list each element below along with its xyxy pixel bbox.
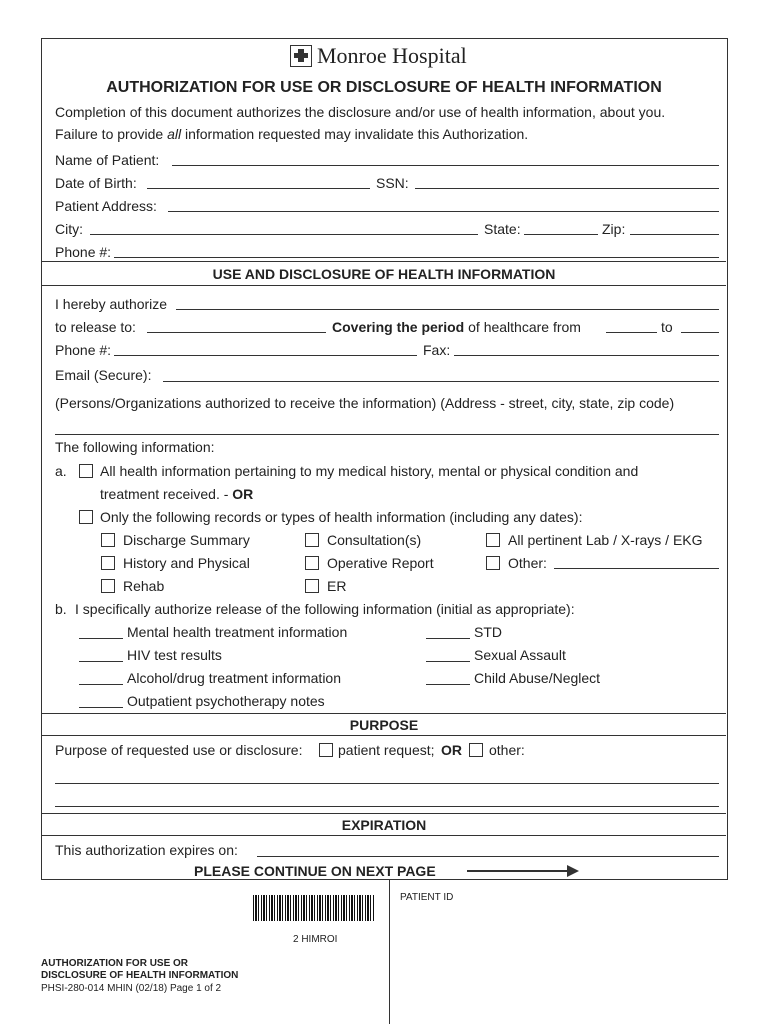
arrow-right-icon — [467, 865, 579, 877]
child-abuse-initial-field[interactable] — [426, 684, 470, 685]
release-to-label: to release to: — [55, 319, 136, 335]
intro-text-end: information requested may invalidate this Authorization. — [181, 126, 529, 142]
treatment-text: treatment received. - — [100, 486, 233, 502]
form-title: AUTHORIZATION FOR USE OR DISCLOSURE OF HEALTH INFORMATION — [106, 79, 662, 96]
expires-label: This authorization expires on: — [55, 842, 238, 858]
rehab-checkbox[interactable] — [101, 579, 115, 593]
dob-field[interactable] — [147, 188, 370, 189]
intro-text: Failure to provide — [55, 126, 168, 142]
patient-phone-field[interactable] — [114, 257, 719, 258]
item-b-text: I specifically authorize release of the following information (initial as appropriate): — [75, 601, 575, 617]
all-info-checkbox[interactable] — [79, 464, 93, 478]
covering-period-text — [332, 319, 581, 335]
barcode — [253, 895, 375, 921]
divider — [42, 285, 726, 286]
rehab-label: Rehab — [123, 578, 165, 594]
mental-health-initial-field[interactable] — [79, 638, 123, 639]
following-info-label: The following information: — [55, 439, 215, 455]
psychotherapy-initial-field[interactable] — [79, 707, 123, 708]
other-records-field[interactable] — [554, 568, 719, 569]
continue-next-page: PLEASE CONTINUE ON NEXT PAGE — [194, 863, 436, 879]
lab-xray-ekg-label: All pertinent Lab / X-rays / EKG — [508, 532, 703, 548]
intro-line-2 — [55, 126, 528, 142]
operative-report-label: Operative Report — [327, 555, 434, 571]
state-label: State: — [484, 221, 521, 237]
intro-line-1: Completion of this document authorizes the disclosure and/or use of health information, about you. — [55, 104, 666, 120]
other-records-label: Other: — [508, 555, 547, 571]
all-info-text: All health information pertaining to my medical history, mental or physical condition and — [100, 463, 639, 479]
item-a-label: a. — [55, 463, 67, 479]
only-following-text: Only the following records or types of health information (including any dates): — [100, 509, 583, 525]
alcohol-drug-initial-field[interactable] — [79, 684, 123, 685]
other-records-checkbox[interactable] — [486, 556, 500, 570]
divider — [42, 735, 726, 736]
recipient-address-field[interactable] — [55, 434, 719, 435]
purpose-other-label: other: — [489, 742, 525, 758]
period-to-label: to — [661, 319, 673, 335]
persons-note: (Persons/Organizations authorized to receive the information) (Address - street, city, state, zip code) — [55, 395, 675, 411]
consultations-label: Consultation(s) — [327, 532, 422, 548]
patient-name-label: Name of Patient: — [55, 152, 160, 168]
divider — [42, 813, 726, 814]
purpose-heading: PURPOSE — [349, 717, 419, 733]
recipient-phone-field[interactable] — [114, 355, 417, 356]
patient-request-label: patient request; — [338, 742, 435, 758]
sexual-assault-label: Sexual Assault — [474, 647, 566, 663]
consultations-checkbox[interactable] — [305, 533, 319, 547]
purpose-label: Purpose of requested use or disclosure: — [55, 742, 303, 758]
purpose-line-2[interactable] — [55, 806, 719, 807]
er-label: ER — [327, 578, 347, 594]
all-info-text-2 — [100, 486, 253, 502]
purpose-other-checkbox[interactable] — [469, 743, 483, 757]
item-b-label: b. — [55, 601, 67, 617]
dob-label: Date of Birth: — [55, 175, 137, 191]
authorization-form — [41, 38, 728, 880]
form-title-footer-1: AUTHORIZATION FOR USE OR — [41, 958, 189, 969]
state-field[interactable] — [524, 234, 598, 235]
discharge-summary-checkbox[interactable] — [101, 533, 115, 547]
ssn-field[interactable] — [415, 188, 719, 189]
lab-xray-ekg-checkbox[interactable] — [486, 533, 500, 547]
divider — [42, 713, 726, 714]
er-checkbox[interactable] — [305, 579, 319, 593]
std-label: STD — [474, 624, 502, 640]
patient-name-field[interactable] — [172, 165, 719, 166]
release-to-field[interactable] — [147, 332, 326, 333]
hospital-name: Monroe Hospital — [317, 43, 467, 68]
alcohol-drug-label: Alcohol/drug treatment information — [127, 670, 341, 686]
recipient-phone-label: Phone #: — [55, 342, 112, 358]
psychotherapy-label: Outpatient psychotherapy notes — [127, 693, 325, 709]
patient-phone-label: Phone #: — [55, 244, 112, 260]
hospital-cross-icon — [290, 45, 312, 67]
email-field[interactable] — [163, 381, 719, 382]
expires-field[interactable] — [257, 856, 719, 857]
history-physical-label: History and Physical — [123, 555, 250, 571]
footer-divider — [389, 880, 390, 1024]
ssn-label: SSN: — [376, 175, 409, 191]
or-bold: OR — [232, 486, 254, 502]
use-disclosure-heading: USE AND DISCLOSURE OF HEALTH INFORMATION — [212, 266, 556, 282]
patient-id-label: PATIENT ID — [400, 892, 454, 903]
intro-emphasis: all — [167, 126, 182, 142]
covering-period-bold: Covering the period — [332, 319, 465, 335]
std-initial-field[interactable] — [426, 638, 470, 639]
fax-label: Fax: — [423, 342, 451, 358]
expiration-heading: EXPIRATION — [341, 817, 427, 833]
form-title-footer-2: DISCLOSURE OF HEALTH INFORMATION — [41, 970, 239, 981]
period-from-field[interactable] — [606, 332, 657, 333]
city-field[interactable] — [90, 234, 478, 235]
authorize-label: I hereby authorize — [55, 296, 168, 312]
divider — [42, 261, 726, 262]
mental-health-label: Mental health treatment information — [127, 624, 348, 640]
email-label: Email (Secure): — [55, 367, 152, 383]
barcode-text: 2 HIMROI — [293, 934, 338, 945]
purpose-line-1[interactable] — [55, 783, 719, 784]
discharge-summary-label: Discharge Summary — [123, 532, 250, 548]
zip-field[interactable] — [630, 234, 719, 235]
history-physical-checkbox[interactable] — [101, 556, 115, 570]
operative-report-checkbox[interactable] — [305, 556, 319, 570]
sexual-assault-initial-field[interactable] — [426, 661, 470, 662]
fax-field[interactable] — [454, 355, 719, 356]
child-abuse-label: Child Abuse/Neglect — [474, 670, 601, 686]
period-to-field[interactable] — [681, 332, 719, 333]
form-code: PHSI-280-014 MHIN (02/18) Page 1 of 2 — [41, 983, 222, 994]
hiv-label: HIV test results — [127, 647, 222, 663]
patient-request-checkbox[interactable] — [319, 743, 333, 757]
address-label: Patient Address: — [55, 198, 157, 214]
divider — [42, 835, 726, 836]
authorize-field[interactable] — [176, 309, 719, 310]
purpose-or: OR — [441, 742, 462, 758]
only-following-checkbox[interactable] — [79, 510, 93, 524]
zip-label: Zip: — [602, 221, 626, 237]
covering-period-rest: of healthcare from — [464, 319, 581, 335]
address-field[interactable] — [168, 211, 719, 212]
city-label: City: — [55, 221, 83, 237]
hiv-initial-field[interactable] — [79, 661, 123, 662]
